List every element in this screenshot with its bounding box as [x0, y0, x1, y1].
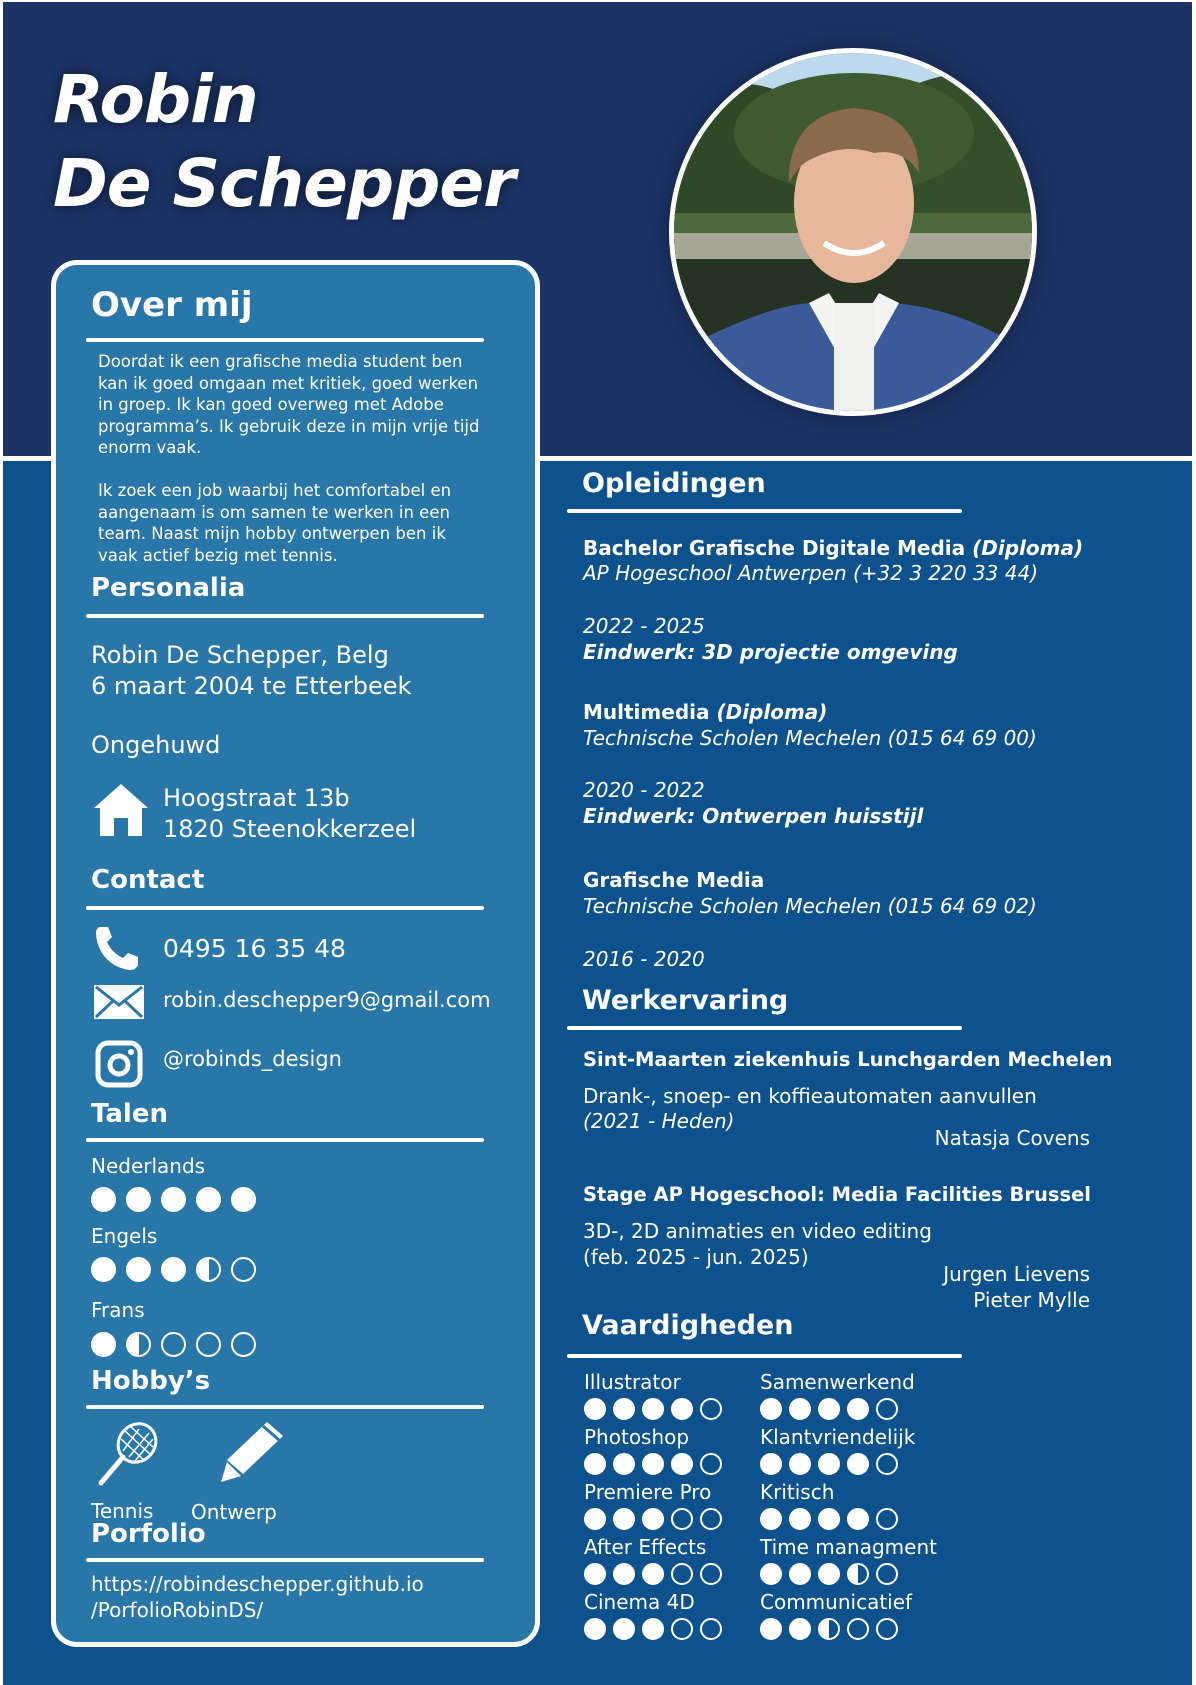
skill-rating [760, 1508, 898, 1530]
experience-task: Drank-, snoep- en koffieautomaten aanvullen [583, 1084, 1037, 1108]
language-rating [91, 1187, 256, 1212]
rating-dot-full [760, 1618, 782, 1640]
rating-dot-empty [876, 1563, 898, 1585]
sidebar-card [51, 260, 540, 1647]
personalia-name-line: Robin De Schepper, Belg [91, 641, 389, 669]
skill-name: Klantvriendelijk [760, 1425, 916, 1449]
experience-task: 3D-, 2D animaties en video editing [583, 1219, 932, 1243]
skill-rating [584, 1398, 722, 1420]
rating-dot-full [847, 1453, 869, 1475]
rating-dot-full [126, 1187, 151, 1212]
experience-period: (feb. 2025 - jun. 2025) [583, 1245, 809, 1269]
education-school: Technische Scholen Mechelen (015 64 69 00) [583, 726, 1037, 750]
rating-dot-full [642, 1563, 664, 1585]
portfolio-link[interactable] [91, 1571, 424, 1623]
portfolio-rule [86, 1558, 484, 1562]
skill-rating [760, 1453, 898, 1475]
about-paragraph-2 [98, 480, 518, 566]
rating-dot-full [642, 1618, 664, 1640]
rating-dot-empty [231, 1332, 256, 1357]
education-degree: Multimedia (Diploma) [583, 700, 828, 724]
first-name: Robin [53, 61, 258, 138]
about-rule [86, 338, 484, 342]
rating-dot-full [584, 1508, 606, 1530]
rating-dot-full [760, 1563, 782, 1585]
rating-dot-empty [847, 1618, 869, 1640]
skill-name: Communicatief [760, 1590, 913, 1614]
rating-dot-full [584, 1453, 606, 1475]
rating-dot-full [642, 1453, 664, 1475]
about-line: Ik zoek een job waarbij het comfortabel en [98, 481, 452, 500]
address-street: Hoogstraat 13b [163, 784, 350, 812]
rating-dot-empty [231, 1257, 256, 1282]
experience-company: Stage AP Hogeschool: Media Facilities Brussel [583, 1183, 1091, 1206]
rating-dot-full [161, 1257, 186, 1282]
experience-title: Werkervaring [582, 985, 789, 1016]
contact-phone[interactable]: 0495 16 35 48 [163, 934, 346, 963]
languages-title: Talen [91, 1099, 168, 1129]
contact-rule [86, 906, 484, 910]
skill-rating [584, 1453, 722, 1475]
rating-dot-full [584, 1563, 606, 1585]
skill-rating [760, 1398, 898, 1420]
contact-instagram[interactable]: @robinds_design [163, 1047, 342, 1071]
diploma-badge: (Diploma) [716, 700, 828, 724]
skill-name: Samenwerkend [760, 1370, 915, 1394]
education-thesis: Eindwerk: 3D projectie omgeving [583, 640, 958, 664]
rating-dot-full [613, 1618, 635, 1640]
personalia-rule [86, 614, 484, 618]
about-line: kan ik goed omgaan met kritiek, goed werken [98, 373, 479, 393]
rating-dot-full [818, 1398, 840, 1420]
rating-dot-full [789, 1508, 811, 1530]
education-rule [567, 509, 962, 513]
experience-period: (2021 - Heden) [583, 1109, 735, 1133]
rating-dot-empty [196, 1332, 221, 1357]
rating-dot-full [584, 1398, 606, 1420]
rating-dot-empty [161, 1332, 186, 1357]
language-rating [91, 1332, 256, 1357]
hobbies-title: Hobby’s [91, 1366, 211, 1396]
about-line: in groep. Ik kan goed overweg met Adobe [98, 395, 444, 414]
skill-rating [760, 1618, 898, 1640]
experience-reference: Jurgen Lievens [943, 1262, 1090, 1286]
education-years: 2022 - 2025 [583, 614, 705, 638]
rating-dot-full [760, 1508, 782, 1530]
instagram-icon [95, 1040, 143, 1088]
phone-icon [94, 925, 142, 971]
last-name: De Schepper [53, 145, 515, 222]
rating-dot-full [789, 1398, 811, 1420]
rating-dot-full [818, 1508, 840, 1530]
house-icon [92, 782, 150, 838]
rating-dot-half [847, 1563, 869, 1585]
portrait-illustration [674, 53, 1032, 411]
experience-company: Sint-Maarten ziekenhuis Lunchgarden Mechelen [583, 1048, 1113, 1071]
skill-name: Photoshop [584, 1425, 690, 1449]
experience-reference: Pieter Mylle [973, 1288, 1090, 1312]
rating-dot-half [126, 1332, 151, 1357]
rating-dot-full [789, 1618, 811, 1640]
rating-dot-empty [700, 1398, 722, 1420]
education-degree: Grafische Media [583, 868, 765, 892]
skill-name: After Effects [584, 1535, 707, 1559]
personalia-status: Ongehuwd [91, 731, 221, 759]
skill-rating [584, 1618, 722, 1640]
language-name: Engels [91, 1224, 158, 1248]
rating-dot-empty [671, 1563, 693, 1585]
rating-dot-empty [876, 1453, 898, 1475]
rating-dot-empty [876, 1618, 898, 1640]
rating-dot-full [613, 1453, 635, 1475]
hobby-ontwerp-label: Ontwerp [191, 1500, 277, 1524]
rating-dot-full [789, 1563, 811, 1585]
portfolio-title: Porfolio [91, 1519, 206, 1549]
rating-dot-full [818, 1453, 840, 1475]
profile-photo [669, 48, 1037, 416]
education-title: Opleidingen [582, 468, 766, 499]
rating-dot-full [231, 1187, 256, 1212]
skill-rating [584, 1508, 722, 1530]
education-school: Technische Scholen Mechelen (015 64 69 02) [583, 894, 1037, 918]
rating-dot-full [613, 1508, 635, 1530]
about-line: enorm vaak. [98, 438, 202, 457]
rating-dot-full [91, 1187, 116, 1212]
language-name: Frans [91, 1298, 145, 1322]
skill-name: Cinema 4D [584, 1590, 695, 1614]
contact-email[interactable]: robin.deschepper9@gmail.com [163, 988, 491, 1012]
rating-dot-full [91, 1257, 116, 1282]
education-years: 2020 - 2022 [583, 778, 705, 802]
mail-icon [94, 985, 144, 1019]
rating-dot-full [760, 1453, 782, 1475]
education-degree: Bachelor Grafische Digitale Media (Diploma) [583, 536, 1084, 560]
rating-dot-full [847, 1398, 869, 1420]
rating-dot-full [760, 1398, 782, 1420]
skill-name: Kritisch [760, 1480, 835, 1504]
skill-rating [760, 1563, 898, 1585]
pencil-icon [219, 1418, 289, 1484]
rating-dot-empty [700, 1453, 722, 1475]
rating-dot-full [818, 1563, 840, 1585]
skills-title: Vaardigheden [582, 1310, 794, 1341]
rating-dot-empty [671, 1618, 693, 1640]
about-line: vaak actief bezig met tennis. [98, 545, 338, 565]
rating-dot-empty [876, 1508, 898, 1530]
skill-name: Time managment [760, 1535, 937, 1559]
rating-dot-empty [700, 1508, 722, 1530]
personalia-title: Personalia [91, 573, 246, 603]
address-city: 1820 Steenokkerzeel [163, 815, 417, 843]
rating-dot-full [584, 1618, 606, 1640]
about-title: Over mij [91, 285, 253, 325]
rating-dot-half [196, 1257, 221, 1282]
about-line: programma’s. Ik gebruik deze in mijn vrije tijd [98, 416, 480, 436]
skills-rule [567, 1354, 962, 1358]
rating-dot-full [613, 1398, 635, 1420]
education-thesis: Eindwerk: Ontwerpen huisstijl [583, 804, 924, 828]
education-school: AP Hogeschool Antwerpen (+32 3 220 33 44) [583, 561, 1039, 585]
about-line: aangenaam is om samen te werken in een [98, 502, 450, 522]
rating-dot-full [671, 1453, 693, 1475]
tennis-racket-icon [95, 1421, 161, 1487]
skill-name: Premiere Pro [584, 1480, 712, 1504]
experience-rule [567, 1026, 962, 1030]
contact-title: Contact [91, 865, 205, 895]
portfolio-url-line-2: /PorfolioRobinDS/ [91, 1598, 264, 1622]
rating-dot-full [789, 1453, 811, 1475]
rating-dot-full [613, 1563, 635, 1585]
education-years: 2016 - 2020 [583, 947, 705, 971]
hobby-tennis-label: Tennis [91, 1499, 154, 1523]
personalia-birth-line: 6 maart 2004 te Etterbeek [91, 672, 412, 700]
language-rating [91, 1257, 256, 1282]
rating-dot-half [818, 1618, 840, 1640]
rating-dot-empty [671, 1508, 693, 1530]
full-name [53, 58, 515, 226]
languages-rule [86, 1138, 484, 1142]
rating-dot-full [91, 1332, 116, 1357]
diploma-badge: (Diploma) [972, 536, 1084, 560]
rating-dot-full [847, 1508, 869, 1530]
about-line: team. Naast mijn hobby ontwerpen ben ik [98, 524, 446, 543]
rating-dot-full [126, 1257, 151, 1282]
skill-name: Illustrator [584, 1370, 681, 1394]
language-name: Nederlands [91, 1154, 206, 1178]
rating-dot-full [642, 1508, 664, 1530]
rating-dot-full [161, 1187, 186, 1212]
cv-page [3, 2, 1192, 1685]
portfolio-url-line-1: https://robindeschepper.github.io [91, 1572, 424, 1596]
hobbies-rule [86, 1405, 484, 1409]
rating-dot-empty [876, 1398, 898, 1420]
rating-dot-full [642, 1398, 664, 1420]
about-paragraph-1 [98, 351, 518, 459]
rating-dot-empty [700, 1563, 722, 1585]
experience-reference: Natasja Covens [934, 1126, 1090, 1150]
rating-dot-full [196, 1187, 221, 1212]
about-line: Doordat ik een grafische media student ben [98, 352, 463, 371]
skill-rating [584, 1563, 722, 1585]
rating-dot-full [671, 1398, 693, 1420]
rating-dot-empty [700, 1618, 722, 1640]
